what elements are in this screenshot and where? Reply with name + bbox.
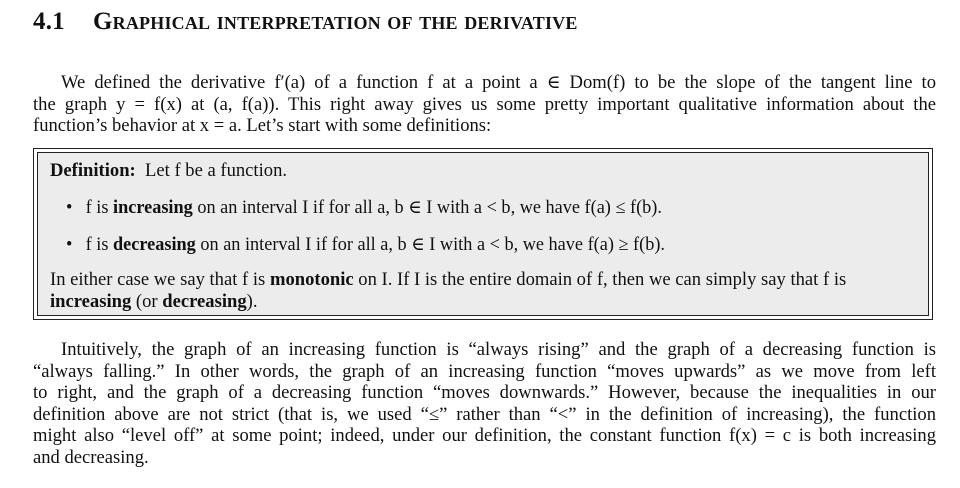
tail-mid: (or <box>131 291 163 312</box>
bullet-icon: • <box>66 234 73 255</box>
term-monotonic: monotonic <box>269 269 354 290</box>
intro-line: function’s behavior at x = a. Let’s start with some definitions: <box>33 115 492 137</box>
body-line: Intuitively, the graph of an increasing function is “always rising” and the graph of a decreasing function is <box>61 339 936 360</box>
section-title: Graphical interpretation of the derivative <box>93 8 578 35</box>
section-number: 4.1 <box>33 8 65 35</box>
definition-tail-line <box>50 269 920 291</box>
definition-bullet-decreasing <box>66 234 920 256</box>
body-line: and decreasing. <box>33 446 149 468</box>
definition-tail <box>50 269 920 313</box>
definition-tail-line <box>50 291 920 313</box>
definition-box-inner <box>37 152 929 316</box>
body-line: might also “level off” at some point; indeed, under our definition, the constant function f(x) = c is both increasing <box>33 425 936 447</box>
term-increasing: increasing <box>113 197 193 218</box>
bullet-icon: • <box>66 197 73 218</box>
intro-line: We defined the derivative f′(a) of a function f at a point a ∈ Dom(f) to be the slope of the tangent line to <box>61 72 936 93</box>
intro-line: the graph y = f(x) at (a, f(a)). This right away gives us some pretty important qualitative information about the <box>33 93 936 115</box>
term-decreasing: decreasing <box>113 234 196 255</box>
tail-pre: In either case we say that f is <box>50 269 270 290</box>
body-line: “always falling.” In other words, the graph of an increasing function “moves upwards” as we move from left <box>33 360 936 382</box>
bullet-post: on an interval I if for all a, b ∈ I with a < b, we have f(a) ≥ f(b). <box>195 234 665 255</box>
definition-box <box>33 148 933 320</box>
intro-paragraph <box>33 72 936 137</box>
tail-end: ). <box>246 291 258 312</box>
definition-bullet-increasing <box>66 197 920 219</box>
bullet-pre: f is <box>85 197 114 218</box>
body-line: definition above are not strict (that is, we used “≤” rather than “<” in the definition of increasing), the function <box>33 403 936 425</box>
definition-label: Definition: <box>50 160 136 181</box>
section-heading <box>33 6 578 38</box>
bullet-pre: f is <box>85 234 114 255</box>
body-paragraph <box>33 339 936 469</box>
tail-post: on I. If I is the entire domain of f, then we can simply say that f is <box>353 269 847 290</box>
definition-lead: Let f be a function. <box>145 160 288 181</box>
term-decreasing-2: decreasing <box>162 291 247 312</box>
definition-heading <box>50 160 920 182</box>
body-line: to right, and the graph of a decreasing function “moves downwards.” However, because the inequalities in our <box>33 382 936 404</box>
term-increasing-2: increasing <box>50 291 132 312</box>
bullet-post: on an interval I if for all a, b ∈ I with a < b, we have f(a) ≤ f(b). <box>192 197 662 218</box>
